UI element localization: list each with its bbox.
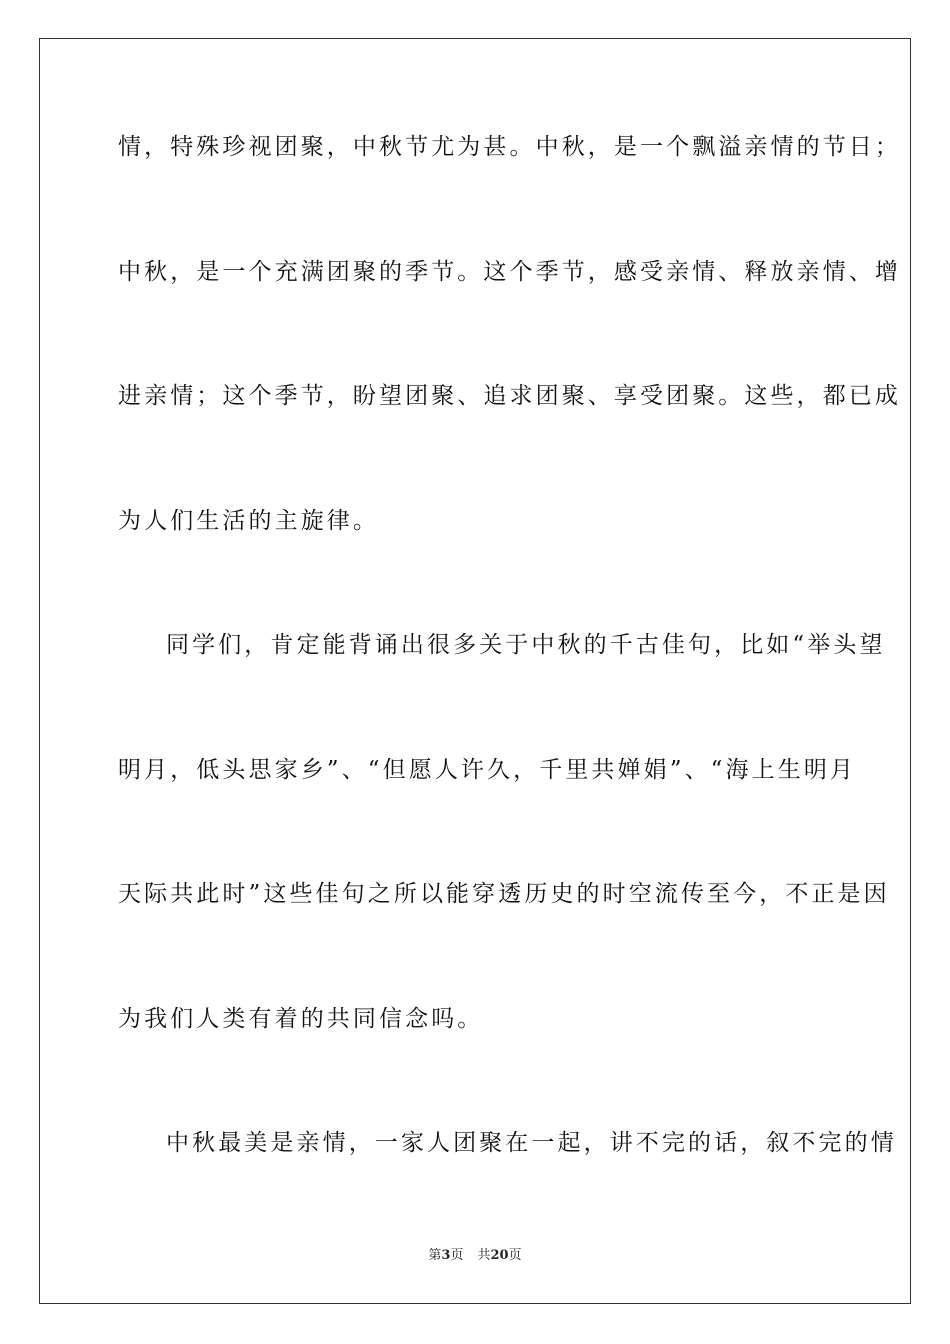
text-line: 为人们生活的主旋律。 [118, 507, 379, 534]
total-prefix: 共 [477, 1248, 491, 1263]
page-prefix: 第 [428, 1248, 442, 1263]
text-line: 进亲情；这个季节，盼望团聚、追求团聚、享受团聚。这些，都已成 [118, 383, 901, 409]
text-line: 情，特殊珍视团聚，中秋节尤为甚。中秋，是一个飘溢亲情的节日； [118, 134, 901, 160]
total-pages: 20 [490, 1248, 509, 1263]
paragraph-start-line: 同学们，肯定能背诵出很多关于中秋的千古佳句，比如“举头望 [166, 632, 886, 658]
page-suffix: 页 [450, 1248, 464, 1263]
paragraph-start-line: 中秋最美是亲情，一家人团聚在一起，讲不完的话，叙不完的情 [166, 1130, 897, 1156]
text-line: 天际共此时”这些佳句之所以能穿透历史的时空流传至今，不正是因 [118, 881, 890, 907]
total-suffix: 页 [508, 1248, 522, 1263]
text-line: 中秋，是一个充满团聚的季节。这个季节，感受亲情、释放亲情、增 [118, 258, 901, 285]
text-line: 明月，低头思家乡”、“但愿人许久，千里共婵娟”、“海上生明月 [118, 756, 857, 783]
document-body [118, 130, 901, 1251]
text-line: 为我们人类有着的共同信念吗。 [118, 1005, 484, 1032]
page-number: 3 [441, 1248, 451, 1263]
page-footer [0, 1247, 950, 1265]
